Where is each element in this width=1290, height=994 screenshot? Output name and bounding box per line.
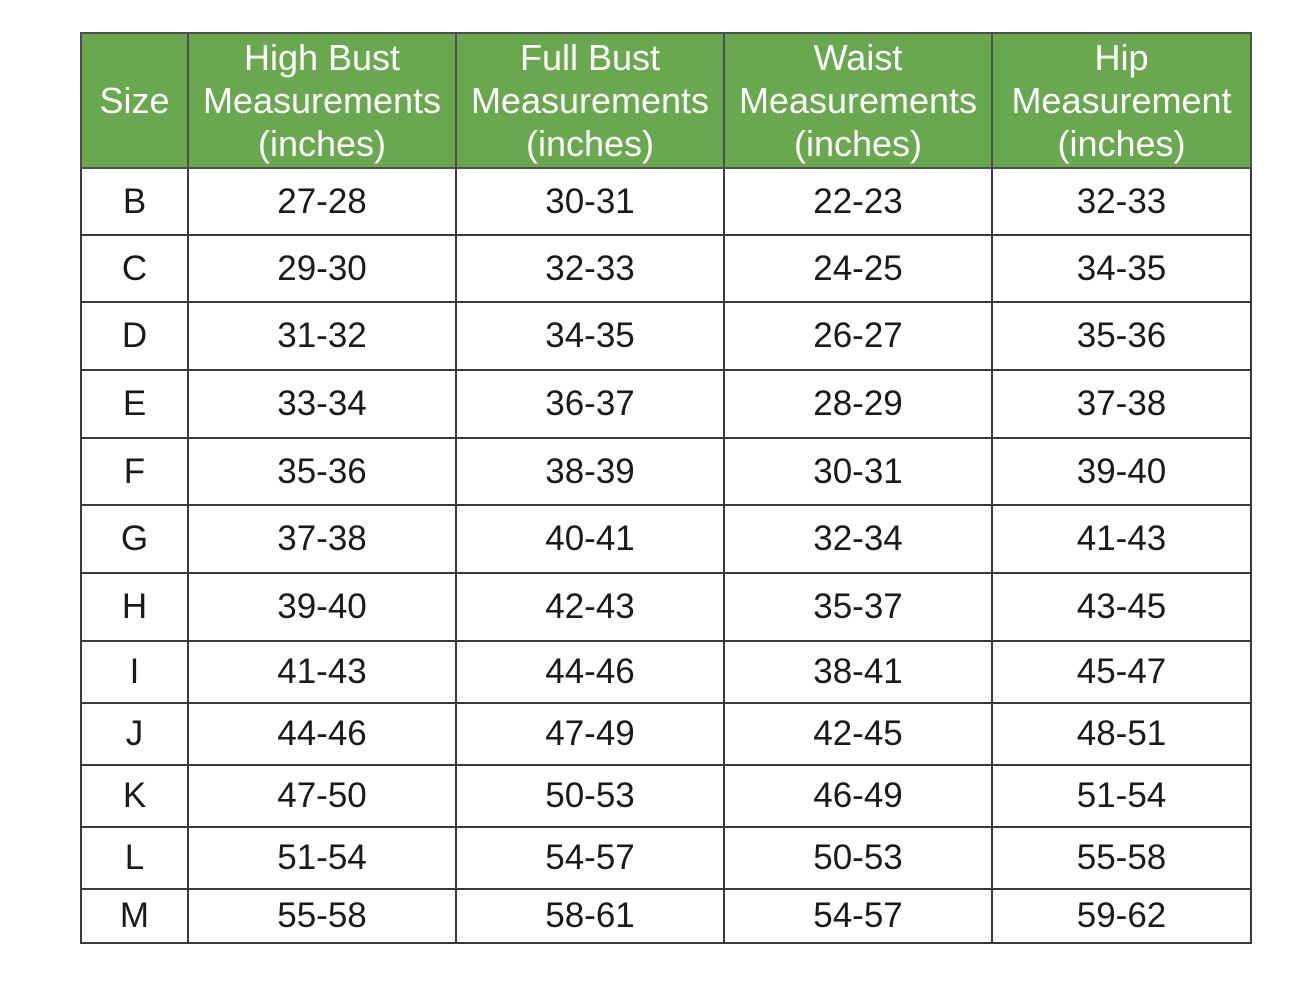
cell-high-bust: 33-34 [188,370,456,438]
cell-full-bust: 50-53 [456,765,724,827]
header-waist [724,33,992,168]
cell-full-bust: 44-46 [456,641,724,703]
cell-waist: 42-45 [724,703,992,765]
header-full-bust-line-2: Measurements [470,80,710,121]
cell-high-bust: 41-43 [188,641,456,703]
cell-waist: 35-37 [724,573,992,641]
cell-hip: 51-54 [992,765,1251,827]
cell-high-bust: 31-32 [188,302,456,370]
cell-size: L [81,827,188,889]
size-chart-table [80,32,1252,944]
cell-size: F [81,438,188,505]
cell-hip: 39-40 [992,438,1251,505]
cell-hip: 43-45 [992,573,1251,641]
header-waist-line-3: (inches) [793,123,923,164]
cell-high-bust: 29-30 [188,235,456,302]
table-row [81,827,1251,889]
table-row [81,438,1251,505]
cell-full-bust: 34-35 [456,302,724,370]
header-size [81,33,188,168]
cell-high-bust: 51-54 [188,827,456,889]
table-row [81,641,1251,703]
cell-waist: 54-57 [724,889,992,943]
cell-size: G [81,505,188,573]
cell-waist: 28-29 [724,370,992,438]
cell-size: B [81,168,188,235]
cell-full-bust: 40-41 [456,505,724,573]
table-row [81,889,1251,943]
header-hip [992,33,1251,168]
cell-waist: 30-31 [724,438,992,505]
table-row [81,302,1251,370]
cell-hip: 45-47 [992,641,1251,703]
cell-size: C [81,235,188,302]
cell-high-bust: 39-40 [188,573,456,641]
cell-size: E [81,370,188,438]
header-high-bust-line-1: High Bust [243,37,401,78]
cell-size: D [81,302,188,370]
cell-waist: 26-27 [724,302,992,370]
cell-hip: 59-62 [992,889,1251,943]
header-row [81,33,1251,168]
cell-hip: 35-36 [992,302,1251,370]
cell-hip: 55-58 [992,827,1251,889]
cell-hip: 34-35 [992,235,1251,302]
cell-full-bust: 58-61 [456,889,724,943]
table-row [81,168,1251,235]
cell-full-bust: 30-31 [456,168,724,235]
cell-full-bust: 36-37 [456,370,724,438]
cell-size: K [81,765,188,827]
cell-full-bust: 54-57 [456,827,724,889]
cell-full-bust: 42-43 [456,573,724,641]
cell-size: M [81,889,188,943]
header-full-bust-line-3: (inches) [525,123,655,164]
header-full-bust-line-1: Full Bust [519,37,661,78]
header-high-bust-line-2: Measurements [202,80,442,121]
table-row [81,765,1251,827]
cell-full-bust: 38-39 [456,438,724,505]
cell-waist: 22-23 [724,168,992,235]
cell-waist: 50-53 [724,827,992,889]
cell-hip: 32-33 [992,168,1251,235]
cell-high-bust: 35-36 [188,438,456,505]
header-size-label: Size [99,80,170,121]
cell-waist: 24-25 [724,235,992,302]
cell-high-bust: 37-38 [188,505,456,573]
header-high-bust-line-3: (inches) [257,123,387,164]
header-hip-line-3: (inches) [1057,123,1186,164]
cell-high-bust: 55-58 [188,889,456,943]
table-row [81,703,1251,765]
cell-waist: 38-41 [724,641,992,703]
cell-high-bust: 47-50 [188,765,456,827]
table-row [81,370,1251,438]
header-waist-line-1: Waist [813,37,903,78]
header-hip-line-2: Measurement [1011,80,1232,121]
cell-full-bust: 47-49 [456,703,724,765]
table-row [81,235,1251,302]
cell-high-bust: 27-28 [188,168,456,235]
header-hip-line-1: Hip [1094,37,1149,78]
cell-high-bust: 44-46 [188,703,456,765]
cell-hip: 37-38 [992,370,1251,438]
table-row [81,505,1251,573]
cell-full-bust: 32-33 [456,235,724,302]
cell-waist: 46-49 [724,765,992,827]
cell-hip: 41-43 [992,505,1251,573]
cell-hip: 48-51 [992,703,1251,765]
header-waist-line-2: Measurements [738,80,978,121]
cell-size: J [81,703,188,765]
cell-waist: 32-34 [724,505,992,573]
table-row [81,573,1251,641]
cell-size: H [81,573,188,641]
cell-size: I [81,641,188,703]
header-full-bust [456,33,724,168]
header-high-bust [188,33,456,168]
